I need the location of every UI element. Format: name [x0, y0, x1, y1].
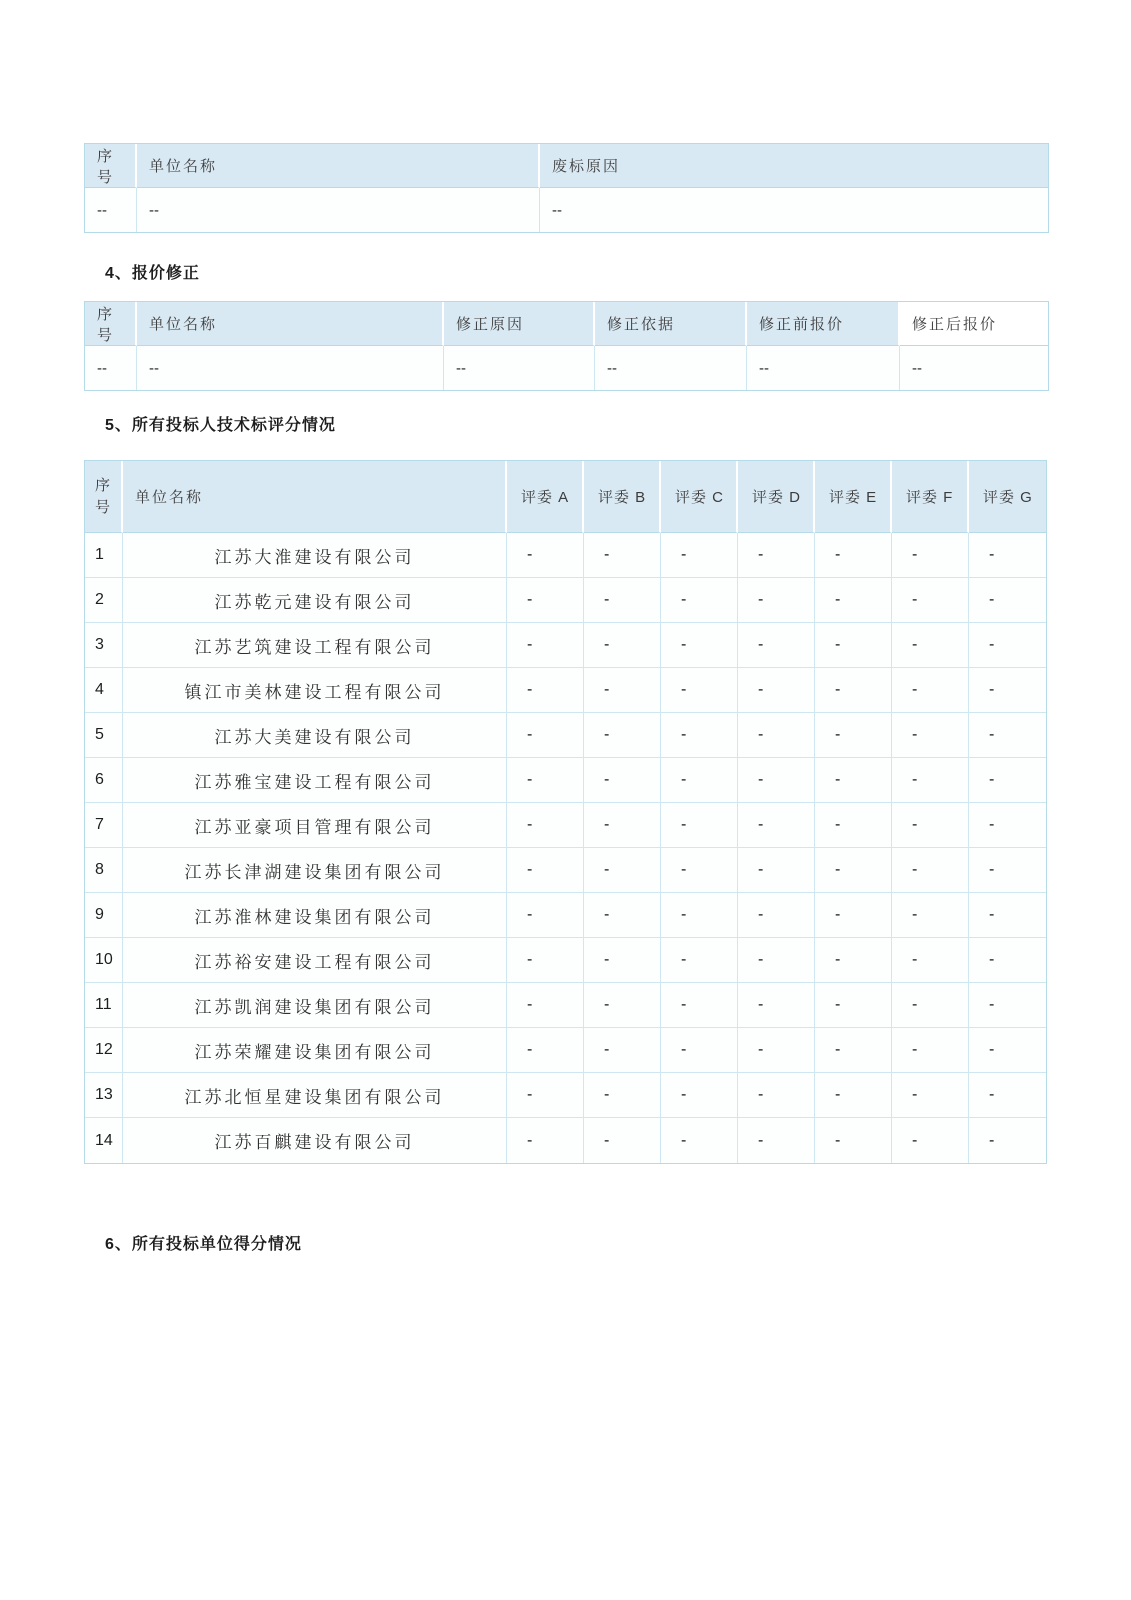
tech-cell-score-a: -: [507, 668, 584, 713]
correction-header-name: 单位名称: [137, 302, 444, 346]
rejection-cell-reason: --: [540, 188, 1048, 232]
tech-cell-company-name: 镇江市美林建设工程有限公司: [123, 668, 507, 713]
tech-header-judge-f: 评委 F: [892, 461, 969, 533]
tech-cell-score-c: -: [661, 713, 738, 758]
tech-cell-no: 4: [85, 668, 123, 713]
tech-cell-score-d: -: [738, 893, 815, 938]
price-correction-table: [84, 301, 1049, 391]
tech-cell-company-name: 江苏艺筑建设工程有限公司: [123, 623, 507, 668]
tech-cell-score-b: -: [584, 1073, 661, 1118]
tech-table-row: [85, 848, 1046, 893]
correction-header-before: 修正前报价: [747, 302, 900, 346]
tech-header-judge-c: 评委 C: [661, 461, 738, 533]
section-6-heading: 6、所有投标单位得分情况: [105, 1236, 302, 1253]
tech-cell-score-b: -: [584, 848, 661, 893]
tech-cell-company-name: 江苏淮林建设集团有限公司: [123, 893, 507, 938]
tech-cell-company-name: 江苏百麒建设有限公司: [123, 1118, 507, 1163]
technical-score-table: [84, 460, 1047, 1164]
tech-cell-score-g: -: [969, 938, 1046, 983]
section-4-heading: 4、报价修正: [105, 265, 200, 282]
tech-cell-score-b: -: [584, 803, 661, 848]
tech-header-judge-a: 评委 A: [507, 461, 584, 533]
tech-cell-score-b: -: [584, 533, 661, 578]
tech-cell-score-c: -: [661, 623, 738, 668]
rejection-table-data-row: [85, 188, 1048, 232]
tech-header-judge-d: 评委 D: [738, 461, 815, 533]
tech-cell-score-e: -: [815, 533, 892, 578]
tech-cell-score-d: -: [738, 623, 815, 668]
tech-cell-score-e: -: [815, 803, 892, 848]
tech-cell-score-b: -: [584, 668, 661, 713]
tech-cell-score-f: -: [892, 713, 969, 758]
tech-cell-score-f: -: [892, 983, 969, 1028]
correction-header-basis: 修正依据: [595, 302, 747, 346]
tech-cell-score-e: -: [815, 938, 892, 983]
tech-cell-company-name: 江苏亚豪项目管理有限公司: [123, 803, 507, 848]
tech-cell-no: 3: [85, 623, 123, 668]
tech-cell-score-a: -: [507, 893, 584, 938]
tech-cell-score-d: -: [738, 1028, 815, 1073]
spacer: [84, 285, 1047, 301]
tech-cell-no: 11: [85, 983, 123, 1028]
tech-cell-score-b: -: [584, 1118, 661, 1163]
tech-table-row: [85, 1118, 1046, 1163]
tech-cell-no: 2: [85, 578, 123, 623]
tech-cell-score-c: -: [661, 1073, 738, 1118]
tech-cell-no: 10: [85, 938, 123, 983]
tech-cell-company-name: 江苏乾元建设有限公司: [123, 578, 507, 623]
tech-cell-score-c: -: [661, 983, 738, 1028]
tech-cell-score-e: -: [815, 1073, 892, 1118]
tech-cell-score-a: -: [507, 983, 584, 1028]
tech-table-row: [85, 938, 1046, 983]
tech-cell-score-b: -: [584, 893, 661, 938]
tech-cell-score-e: -: [815, 848, 892, 893]
tech-header-judge-b: 评委 B: [584, 461, 661, 533]
rejection-header-name: 单位名称: [137, 144, 540, 188]
tech-cell-score-b: -: [584, 938, 661, 983]
rejection-table-header-row: [85, 144, 1048, 188]
tech-cell-score-c: -: [661, 1118, 738, 1163]
tech-cell-score-d: -: [738, 983, 815, 1028]
tech-table-row: [85, 893, 1046, 938]
tech-cell-score-a: -: [507, 938, 584, 983]
tech-cell-company-name: 江苏裕安建设工程有限公司: [123, 938, 507, 983]
tech-table-row: [85, 803, 1046, 848]
tech-cell-score-d: -: [738, 938, 815, 983]
spacer: [84, 1164, 1047, 1234]
correction-cell-name: --: [137, 346, 444, 390]
tech-cell-score-c: -: [661, 578, 738, 623]
spacer: [84, 391, 1047, 415]
tech-cell-score-f: -: [892, 533, 969, 578]
tech-header-no: 序号: [85, 461, 123, 533]
tech-cell-score-b: -: [584, 578, 661, 623]
tech-cell-score-e: -: [815, 668, 892, 713]
tech-cell-score-g: -: [969, 1073, 1046, 1118]
tech-cell-no: 1: [85, 533, 123, 578]
rejection-cell-no: --: [85, 188, 137, 232]
tech-cell-score-e: -: [815, 1028, 892, 1073]
tech-cell-no: 6: [85, 758, 123, 803]
tech-cell-score-b: -: [584, 623, 661, 668]
tech-cell-score-e: -: [815, 983, 892, 1028]
rejection-header-no: 序号: [85, 144, 137, 188]
tech-cell-score-f: -: [892, 623, 969, 668]
tech-cell-score-a: -: [507, 1118, 584, 1163]
correction-cell-after: --: [900, 346, 1048, 390]
spacer: [84, 233, 1047, 263]
correction-table-data-row: [85, 346, 1048, 390]
tech-cell-score-c: -: [661, 848, 738, 893]
tech-cell-score-d: -: [738, 848, 815, 893]
tech-cell-score-d: -: [738, 668, 815, 713]
tech-cell-score-a: -: [507, 533, 584, 578]
tech-cell-score-f: -: [892, 803, 969, 848]
tech-cell-company-name: 江苏大美建设有限公司: [123, 713, 507, 758]
tech-cell-score-f: -: [892, 1073, 969, 1118]
tech-cell-no: 12: [85, 1028, 123, 1073]
tech-cell-score-a: -: [507, 803, 584, 848]
tech-cell-score-a: -: [507, 848, 584, 893]
tech-cell-score-g: -: [969, 668, 1046, 713]
tech-cell-score-e: -: [815, 758, 892, 803]
tech-cell-score-d: -: [738, 803, 815, 848]
tech-cell-score-d: -: [738, 758, 815, 803]
tech-cell-score-e: -: [815, 578, 892, 623]
tech-cell-score-g: -: [969, 893, 1046, 938]
tech-cell-no: 9: [85, 893, 123, 938]
tech-cell-score-f: -: [892, 1028, 969, 1073]
tech-cell-score-d: -: [738, 533, 815, 578]
tech-cell-company-name: 江苏凯润建设集团有限公司: [123, 983, 507, 1028]
tech-table-body: [85, 533, 1046, 1163]
tech-cell-score-a: -: [507, 623, 584, 668]
tech-cell-score-g: -: [969, 713, 1046, 758]
tech-cell-company-name: 江苏北恒星建设集团有限公司: [123, 1073, 507, 1118]
tech-cell-score-g: -: [969, 578, 1046, 623]
tech-cell-score-g: -: [969, 803, 1046, 848]
tech-table-header-row: [85, 461, 1046, 533]
tech-table-row: [85, 623, 1046, 668]
tech-cell-score-a: -: [507, 1073, 584, 1118]
tech-table-row: [85, 1028, 1046, 1073]
tech-cell-score-c: -: [661, 803, 738, 848]
tech-header-judge-e: 评委 E: [815, 461, 892, 533]
correction-cell-reason: --: [444, 346, 595, 390]
tech-cell-score-a: -: [507, 578, 584, 623]
tech-cell-score-g: -: [969, 623, 1046, 668]
tech-cell-score-g: -: [969, 533, 1046, 578]
tech-cell-company-name: 江苏荣耀建设集团有限公司: [123, 1028, 507, 1073]
rejection-table: [84, 143, 1049, 233]
rejection-cell-name: --: [137, 188, 540, 232]
correction-cell-before: --: [747, 346, 900, 390]
spacer: [84, 437, 1047, 460]
tech-cell-score-f: -: [892, 758, 969, 803]
correction-cell-basis: --: [595, 346, 747, 390]
tech-cell-no: 5: [85, 713, 123, 758]
tech-cell-score-a: -: [507, 1028, 584, 1073]
tech-cell-score-c: -: [661, 1028, 738, 1073]
tech-cell-score-b: -: [584, 1028, 661, 1073]
tech-cell-score-c: -: [661, 938, 738, 983]
tech-cell-score-g: -: [969, 848, 1046, 893]
correction-header-no: 序号: [85, 302, 137, 346]
tech-cell-no: 8: [85, 848, 123, 893]
tech-cell-score-f: -: [892, 1118, 969, 1163]
tech-cell-score-d: -: [738, 1073, 815, 1118]
tech-cell-score-f: -: [892, 578, 969, 623]
tech-cell-score-d: -: [738, 713, 815, 758]
section-5-heading: 5、所有投标人技术标评分情况: [105, 417, 336, 434]
tech-table-row: [85, 713, 1046, 758]
tech-cell-score-e: -: [815, 893, 892, 938]
tech-cell-no: 14: [85, 1118, 123, 1163]
tech-cell-score-a: -: [507, 713, 584, 758]
tech-cell-score-a: -: [507, 758, 584, 803]
tech-cell-no: 7: [85, 803, 123, 848]
tech-cell-company-name: 江苏雅宝建设工程有限公司: [123, 758, 507, 803]
tech-cell-score-e: -: [815, 713, 892, 758]
rejection-header-reason: 废标原因: [540, 144, 1048, 188]
tech-cell-score-f: -: [892, 938, 969, 983]
tech-cell-score-b: -: [584, 713, 661, 758]
correction-cell-no: --: [85, 346, 137, 390]
tech-cell-score-d: -: [738, 578, 815, 623]
tech-cell-company-name: 江苏大淮建设有限公司: [123, 533, 507, 578]
tech-cell-score-c: -: [661, 758, 738, 803]
tech-table-row: [85, 668, 1046, 713]
tech-cell-score-b: -: [584, 758, 661, 803]
tech-cell-score-c: -: [661, 668, 738, 713]
correction-header-after: 修正后报价: [900, 302, 1048, 346]
tech-cell-score-g: -: [969, 758, 1046, 803]
tech-table-row: [85, 578, 1046, 623]
tech-cell-no: 13: [85, 1073, 123, 1118]
tech-header-name: 单位名称: [123, 461, 507, 533]
correction-header-reason: 修正原因: [444, 302, 595, 346]
tech-cell-score-b: -: [584, 983, 661, 1028]
tech-cell-score-f: -: [892, 893, 969, 938]
tech-cell-score-c: -: [661, 533, 738, 578]
tech-table-row: [85, 758, 1046, 803]
tech-table-row: [85, 533, 1046, 578]
tech-cell-score-f: -: [892, 668, 969, 713]
tech-cell-score-f: -: [892, 848, 969, 893]
tech-cell-company-name: 江苏长津湖建设集团有限公司: [123, 848, 507, 893]
tech-cell-score-g: -: [969, 983, 1046, 1028]
tech-cell-score-c: -: [661, 893, 738, 938]
tech-header-judge-g: 评委 G: [969, 461, 1046, 533]
tech-cell-score-g: -: [969, 1028, 1046, 1073]
tech-table-row: [85, 983, 1046, 1028]
tech-cell-score-e: -: [815, 623, 892, 668]
tech-cell-score-d: -: [738, 1118, 815, 1163]
tech-cell-score-g: -: [969, 1118, 1046, 1163]
tech-table-row: [85, 1073, 1046, 1118]
correction-table-header-row: [85, 302, 1048, 346]
tech-cell-score-e: -: [815, 1118, 892, 1163]
